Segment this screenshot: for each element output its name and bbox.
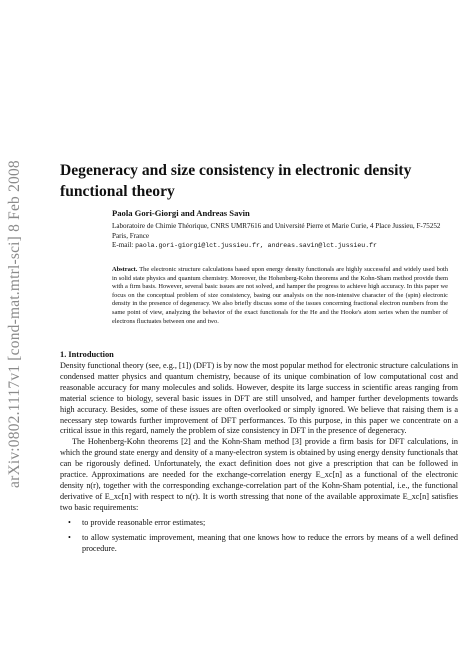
email-label: E-mail:	[112, 241, 134, 249]
requirements-list	[60, 518, 458, 555]
section-heading-introduction: 1. Introduction	[60, 350, 114, 359]
list-item	[60, 518, 458, 529]
bullet-icon: •	[68, 532, 71, 542]
email-line	[112, 241, 377, 249]
affiliation: Laboratoire de Chimie Théorique, CNRS UMR7616 and Université Pierre et Marie Curie, 4 Place Jussieu, F-75252 Paris, France	[112, 222, 441, 240]
author-list: Paola Gori-Giorgi and Andreas Savin	[112, 208, 250, 218]
introduction-body	[60, 361, 458, 554]
paper-title: Degeneracy and size consistency in electronic density functional theory	[60, 162, 412, 200]
bullet-icon: •	[68, 517, 71, 527]
email-addresses[interactable]: paola.gori-giorgi@lct.jussieu.fr, andreas.savin@lct.jussieu.fr	[135, 242, 377, 249]
list-item	[60, 533, 458, 555]
abstract-label: Abstract.	[112, 266, 138, 273]
abstract-text: The electronic structure calculations based upon energy density functionals are highly successful and widely used both in solid state physics and quantum chemistry. Moreover, the Hohenberg-Kohn theorems and the Kohn-Sham method provide them with a firm basis. However, several basic issues are not solved, and hamper the progress to achieve high accuracy. In this paper we focus on the conceptual problem of size consistency, basing our analysis on the non-intensive character of the (spin) electronic density in the presence of degeneracy. We also briefly discuss some of the issues concerning fractional electron numbers from the same point of view, analyzing the behavior of the exact functionals for the He and the Hooke's atom series when the number of electrons fluctuates between one and two.	[112, 266, 449, 325]
list-item-text: to provide reasonable error estimates;	[82, 517, 206, 527]
list-item-text: to allow systematic improvement, meaning that one knows how to reduce the errors by means of a well defined procedure.	[82, 532, 458, 553]
arxiv-identifier: arXiv:0802.1117v1 [cond-mat.mtrl-sci] 8 Feb 2008	[6, 160, 23, 488]
intro-paragraph-2: The Hohenberg-Kohn theorems [2] and the Kohn-Sham method [3] provide a firm basis for DFT calculations, in which the ground state energy and density of a many-electron system is obtained by using energy density functionals that can be rigorously defined. Unfortunately, the exact definition does not give a prescription that can be followed in practice. Approximations are needed for the exchange-correlation energy E_xc[n] as a functional of the electronic density n(r), together with the corresponding exchange-correlation part of the Kohn-Sham potential, i.e., the functional derivative of E_xc[n] with respect to n(r). It is worth stressing that none of the available approximate E_xc[n] satisfies two basic requirements:	[60, 437, 458, 512]
abstract	[112, 266, 448, 326]
intro-paragraph-1: Density functional theory (see, e.g., [1]) (DFT) is by now the most popular method for electronic structure calculations in condensed matter physics and quantum chemistry, because of its unique combination of low computational cost and reasonable accuracy for many molecules and solids. However, despite its large success in scientific areas ranging from material science to biology, several basic issues in DFT are still unsolved, and hamper further developments towards high accuracy. Besides, some of these issues are often overlooked or simply ignored. We believe that raising them is a necessary step towards further improvement of DFT performances. To this purpose, in this paper we concentrate on a critical issue in this regard, namely the problem of size consistency in DFT in the presence of degeneracy.	[60, 361, 458, 436]
